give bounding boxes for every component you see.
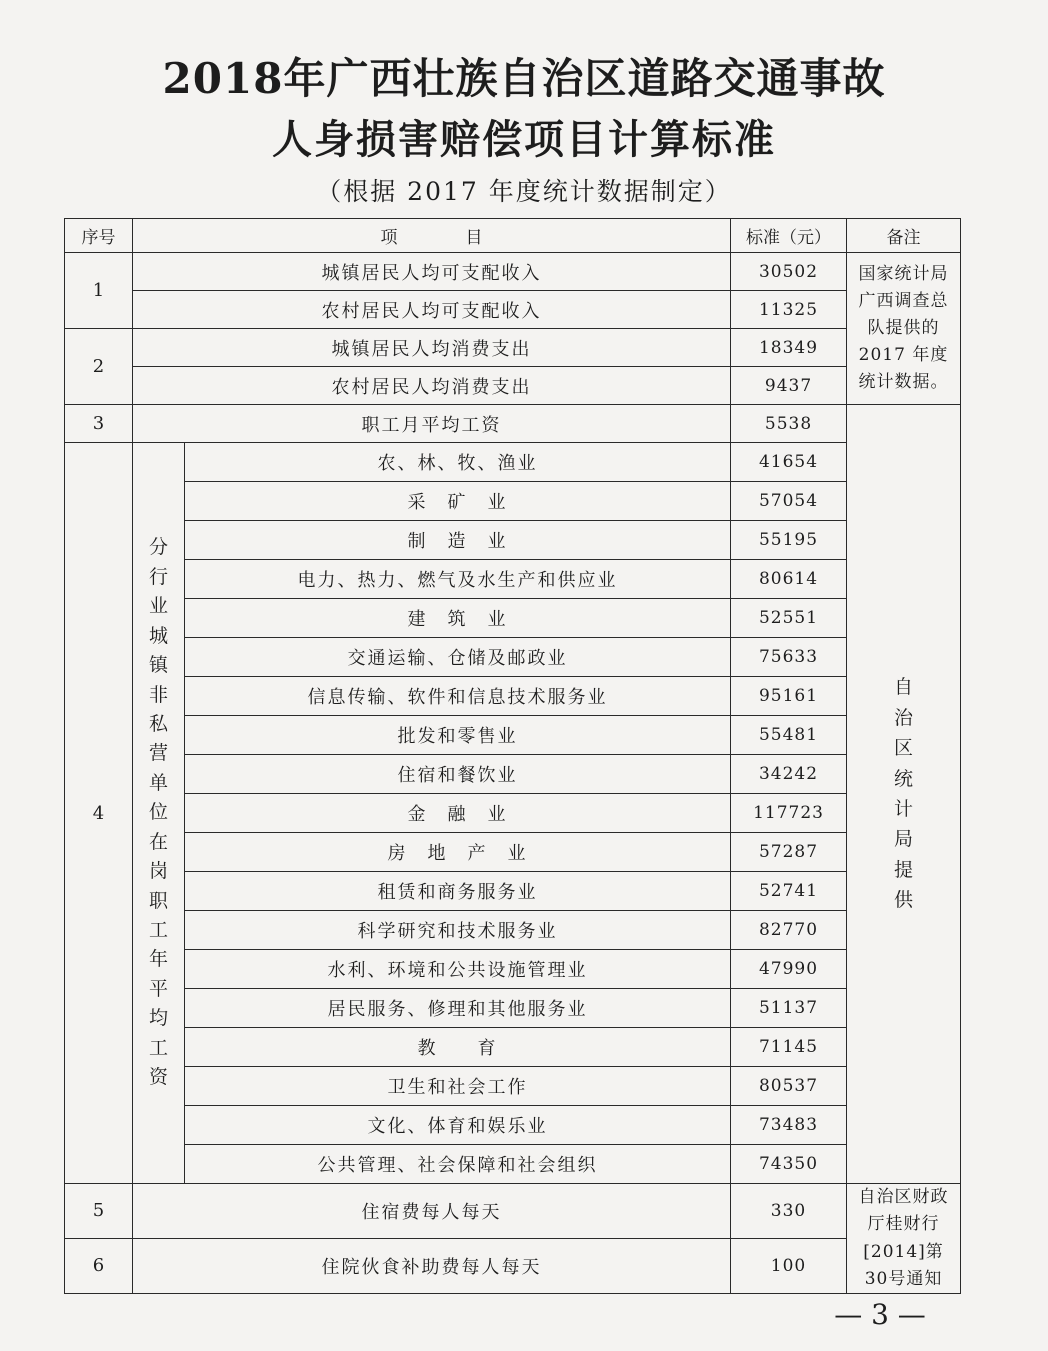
vertical-char: 工 — [148, 1036, 168, 1059]
table-row — [65, 1067, 961, 1106]
vertical-char: 年 — [148, 948, 168, 971]
row-item: 文化、体育和娱乐业 — [185, 1106, 731, 1145]
row-value: 41654 — [731, 443, 847, 482]
row-item: 电力、热力、燃气及水生产和供应业 — [185, 560, 731, 599]
row-item: 制 造 业 — [185, 521, 731, 560]
vertical-char: 治 — [894, 706, 914, 729]
row-item: 金 融 业 — [185, 794, 731, 833]
vertical-char: 职 — [148, 889, 168, 912]
table-row — [65, 443, 961, 482]
row-item: 住宿费每人每天 — [133, 1184, 731, 1239]
vertical-char: 自 — [894, 676, 914, 699]
vertical-char: 镇 — [148, 654, 168, 677]
remark-region-stats — [847, 405, 961, 1184]
vertical-char: 在 — [148, 830, 168, 853]
table-row — [65, 794, 961, 833]
row-value: 73483 — [731, 1106, 847, 1145]
subtitle: （根据 2017 年度统计数据制定） — [316, 177, 732, 206]
row-item: 住宿和餐饮业 — [185, 755, 731, 794]
vertical-char: 分 — [148, 536, 168, 559]
table-row — [65, 950, 961, 989]
group-label-vertical — [133, 443, 185, 1184]
row-item: 科学研究和技术服务业 — [185, 911, 731, 950]
row-item: 建 筑 业 — [185, 599, 731, 638]
vertical-char: 区 — [894, 737, 914, 760]
row-value: 100 — [731, 1238, 847, 1293]
table-row — [65, 872, 961, 911]
remark-national-stats: 国家统计局广西调查总队提供的 2017 年度统计数据。 — [847, 253, 961, 405]
vertical-char: 私 — [148, 712, 168, 735]
row-item: 城镇居民人均可支配收入 — [133, 253, 731, 291]
row-value: 52741 — [731, 872, 847, 911]
table-row — [65, 521, 961, 560]
row-value: 75633 — [731, 638, 847, 677]
table-row — [65, 989, 961, 1028]
vertical-char: 城 — [148, 624, 168, 647]
row-no: 6 — [65, 1238, 133, 1293]
compensation-standard-table — [64, 218, 961, 1294]
table-row — [65, 677, 961, 716]
title-line-1: 2018年广西壮族自治区道路交通事故 — [162, 54, 886, 103]
row-value: 82770 — [731, 911, 847, 950]
row-item: 住院伙食补助费每人每天 — [133, 1238, 731, 1293]
row-value: 55195 — [731, 521, 847, 560]
table-row — [65, 755, 961, 794]
vertical-char: 工 — [148, 919, 168, 942]
row-item: 卫生和社会工作 — [185, 1067, 731, 1106]
table-row — [65, 253, 961, 291]
row-item: 城镇居民人均消费支出 — [133, 329, 731, 367]
row-item: 批发和零售业 — [185, 716, 731, 755]
table-row — [65, 1106, 961, 1145]
table-row — [65, 1184, 961, 1239]
vertical-char: 岗 — [148, 860, 168, 883]
table-row — [65, 367, 961, 405]
row-no: 1 — [65, 253, 133, 329]
row-value: 74350 — [731, 1145, 847, 1184]
row-item: 教 育 — [185, 1028, 731, 1067]
row-item: 公共管理、社会保障和社会组织 — [185, 1145, 731, 1184]
row-value: 80614 — [731, 560, 847, 599]
header-no: 序号 — [65, 219, 133, 253]
vertical-char: 资 — [148, 1066, 168, 1089]
row-item: 采 矿 业 — [185, 482, 731, 521]
row-value: 330 — [731, 1184, 847, 1239]
table-header-row — [65, 219, 961, 253]
row-item: 水利、环境和公共设施管理业 — [185, 950, 731, 989]
table-row — [65, 599, 961, 638]
vertical-char: 业 — [148, 595, 168, 618]
row-no: 4 — [65, 443, 133, 1184]
row-item: 居民服务、修理和其他服务业 — [185, 989, 731, 1028]
row-item: 农、林、牧、渔业 — [185, 443, 731, 482]
table-row — [65, 833, 961, 872]
vertical-char: 营 — [148, 742, 168, 765]
row-value: 11325 — [731, 291, 847, 329]
row-item: 农村居民人均可支配收入 — [133, 291, 731, 329]
header-item: 项 目 — [133, 219, 731, 253]
row-value: 47990 — [731, 950, 847, 989]
row-item: 交通运输、仓储及邮政业 — [185, 638, 731, 677]
row-item: 信息传输、软件和信息技术服务业 — [185, 677, 731, 716]
header-standard: 标准（元） — [731, 219, 847, 253]
row-item: 房 地 产 业 — [185, 833, 731, 872]
row-value: 57287 — [731, 833, 847, 872]
vertical-char: 计 — [894, 798, 914, 820]
row-value: 80537 — [731, 1067, 847, 1106]
vertical-char: 行 — [148, 565, 168, 588]
vertical-char: 均 — [148, 1007, 168, 1030]
table-row — [65, 1238, 961, 1293]
row-value: 30502 — [731, 253, 847, 291]
row-value: 117723 — [731, 794, 847, 833]
header-remark: 备注 — [847, 219, 961, 253]
table-row — [65, 329, 961, 367]
vertical-char: 平 — [148, 977, 168, 1000]
table-row — [65, 716, 961, 755]
row-no: 5 — [65, 1184, 133, 1239]
table-row — [65, 911, 961, 950]
vertical-char: 单 — [148, 771, 168, 794]
row-value: 71145 — [731, 1028, 847, 1067]
title-line-2: 人身损害赔偿项目计算标准 — [272, 116, 776, 163]
vertical-char: 供 — [894, 889, 914, 912]
row-no: 2 — [65, 329, 133, 405]
table-row — [65, 560, 961, 599]
vertical-char: 局 — [894, 828, 914, 851]
row-value: 95161 — [731, 677, 847, 716]
table-row — [65, 638, 961, 677]
row-item: 职工月平均工资 — [133, 405, 731, 443]
vertical-char: 统 — [894, 767, 914, 790]
remark-finance-dept: 自治区财政厅桂财行[2014]第30号通知 — [847, 1184, 961, 1294]
row-value: 51137 — [731, 989, 847, 1028]
row-value: 52551 — [731, 599, 847, 638]
table-row — [65, 405, 961, 443]
row-item: 租赁和商务服务业 — [185, 872, 731, 911]
row-value: 5538 — [731, 405, 847, 443]
page-number: — 3 — — [834, 1298, 926, 1331]
table-row — [65, 291, 961, 329]
row-value: 18349 — [731, 329, 847, 367]
row-value: 55481 — [731, 716, 847, 755]
row-value: 34242 — [731, 755, 847, 794]
table-row — [65, 1028, 961, 1067]
row-value: 9437 — [731, 367, 847, 405]
vertical-char: 位 — [148, 801, 168, 824]
vertical-char: 非 — [148, 683, 168, 706]
table-row — [65, 1145, 961, 1184]
row-value: 57054 — [731, 482, 847, 521]
table-row — [65, 482, 961, 521]
row-item: 农村居民人均消费支出 — [133, 367, 731, 405]
vertical-char: 提 — [894, 858, 914, 881]
row-no: 3 — [65, 405, 133, 443]
